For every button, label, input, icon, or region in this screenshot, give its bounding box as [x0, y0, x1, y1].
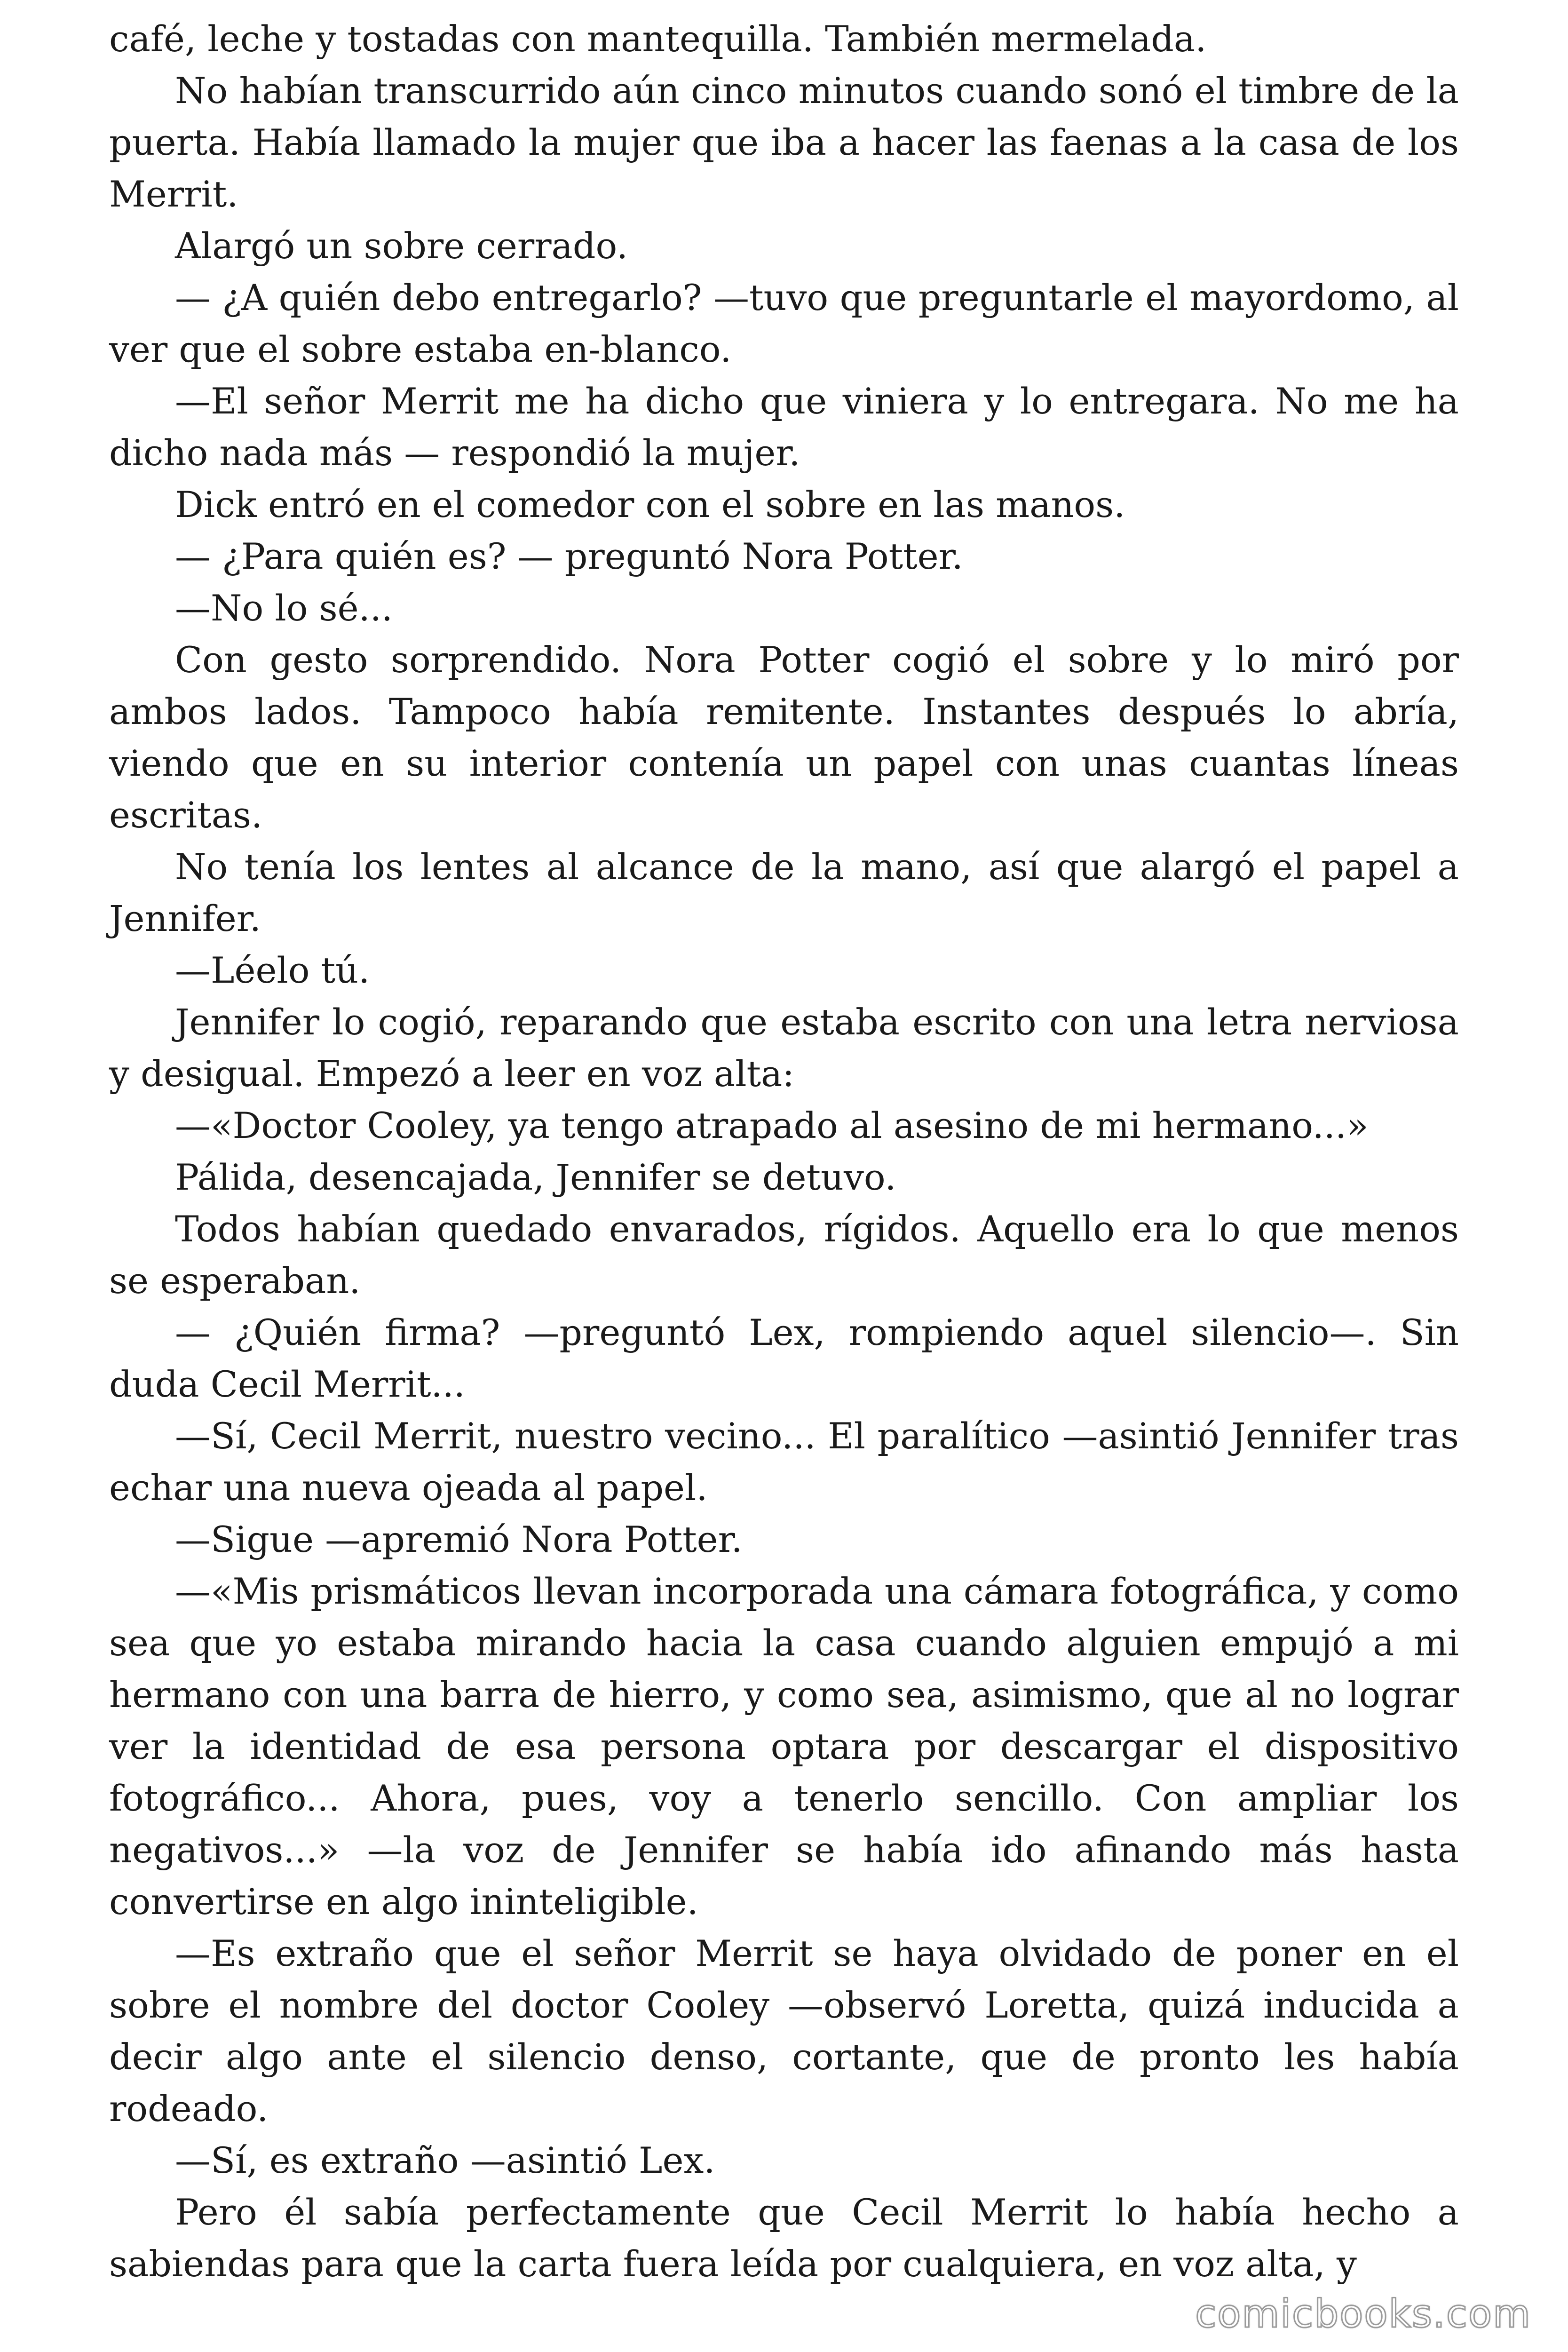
paragraph: Jennifer lo cogió, reparando que estaba escrito con una letra nerviosa y desigual. Empezó a leer en voz alta:: [109, 1001, 1459, 1095]
paragraph: —El señor Merrit me ha dicho que viniera y lo entregara. No me ha dicho nada más — respondió la mujer.: [109, 380, 1459, 474]
book-page: [109, 13, 1459, 2290]
paragraph: No tenía los lentes al alcance de la mano, así que alargó el papel a Jennifer.: [109, 846, 1459, 939]
paragraph: —Sí, es extraño —asintió Lex.: [175, 2139, 715, 2181]
paragraph: —Léelo tú.: [175, 949, 370, 991]
paragraph: —«Mis prismáticos llevan incorporada una cámara fotográfica, y como sea que yo estaba mirando hacia la casa cuando alguien empujó a mi hermano con una barra de hierro, y como sea, asimismo, que al no lograr ver la identidad de esa persona optara por descargar el dispositivo fotográfico... Ahora, pues, voy a tenerlo sencillo. Con ampliar los negativos...» —la voz de Jennifer se había ido afinando más hasta convertirse en algo ininteligible.: [109, 1570, 1459, 1923]
paragraph: — ¿Quién firma? —preguntó Lex, rompiendo aquel silencio—. Sin duda Cecil Merrit...: [109, 1311, 1459, 1405]
paragraph: — ¿Para quién es? — preguntó Nora Potter.: [175, 535, 963, 577]
paragraph: —Sí, Cecil Merrit, nuestro vecino... El paralítico —asintió Jennifer tras echar una nueva ojeada al papel.: [109, 1415, 1459, 1509]
paragraph: Pero él sabía perfectamente que Cecil Merrit lo había hecho a sabiendas para que la carta fuera leída por cualquiera, en voz alta, y: [109, 2191, 1459, 2285]
paragraph: —No lo sé...: [175, 587, 393, 629]
paragraph: —«Doctor Cooley, ya tengo atrapado al asesino de mi hermano...»: [175, 1104, 1369, 1146]
paragraph: No habían transcurrido aún cinco minutos cuando sonó el timbre de la puerta. Había llamado la mujer que iba a hacer las faenas a la casa de los Merrit.: [109, 70, 1459, 215]
paragraph: café, leche y tostadas con mantequilla. También mermelada.: [109, 18, 1207, 60]
paragraph: Pálida, desencajada, Jennifer se detuvo.: [175, 1156, 896, 1198]
paragraph: —Sigue —apremió Nora Potter.: [175, 1518, 743, 1560]
paragraph: Con gesto sorprendido. Nora Potter cogió el sobre y lo miró por ambos lados. Tampoco había remitente. Instantes después lo abría, viendo que en su interior contenía un papel con unas cuantas líneas escritas.: [109, 639, 1459, 836]
watermark: comicbooks.com: [1195, 2292, 1531, 2336]
paragraph: — ¿A quién debo entregarlo? —tuvo que preguntarle el mayordomo, al ver que el sobre estaba en-blanco.: [109, 277, 1459, 370]
paragraph: Todos habían quedado envarados, rígidos. Aquello era lo que menos se esperaban.: [109, 1208, 1459, 1302]
paragraph: Dick entró en el comedor con el sobre en las manos.: [175, 484, 1125, 525]
paragraph: Alargó un sobre cerrado.: [175, 225, 628, 267]
paragraph: —Es extraño que el señor Merrit se haya olvidado de poner en el sobre el nombre del doctor Cooley —observó Loretta, quizá inducida a decir algo ante el silencio denso, cortante, que de pronto les había rodeado.: [109, 1932, 1459, 2130]
